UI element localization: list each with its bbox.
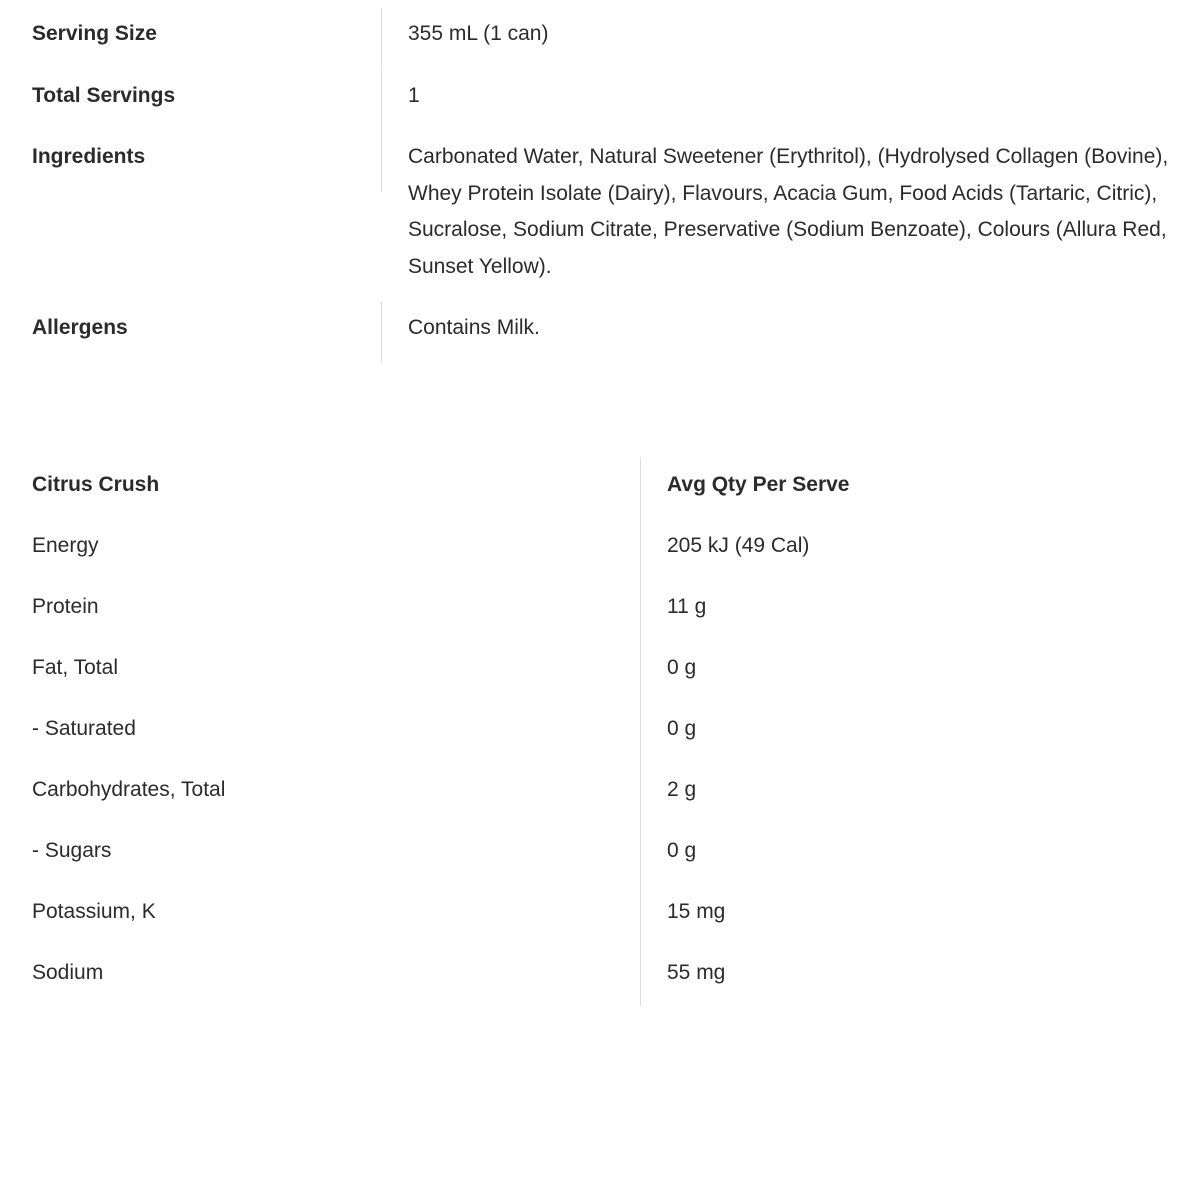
nutrient-name: Carbohydrates, Total [32, 762, 641, 823]
nutrient-qty: 55 mg [667, 961, 726, 984]
nutrition-header-name: Citrus Crush [32, 457, 641, 518]
ingredients-label: Ingredients [32, 131, 382, 192]
total-servings-label: Total Servings [32, 70, 382, 131]
serving-size-label: Serving Size [32, 8, 382, 69]
table-row [32, 131, 1200, 302]
table-row [32, 945, 1200, 1006]
nutrient-qty: 205 kJ (49 Cal) [667, 534, 810, 557]
ingredients-value: Carbonated Water, Natural Sweetener (Erythritol), (Hydrolysed Collagen (Bovine), Whey Protein Isolate (Dairy), Flavours, Acacia Gum, Food Acids (Tartaric, Citric), Sucralose, Sodium Citrate, Preservative (Sodium Benzoate), Colours (Allura Red, Sunset Yellow). [408, 145, 1169, 278]
nutrition-header-row [32, 457, 1200, 518]
serving-size-value: 355 mL (1 can) [408, 22, 549, 45]
total-servings-value: 1 [408, 83, 420, 107]
nutrient-qty: 15 mg [667, 900, 726, 923]
table-row [32, 579, 1200, 640]
nutrient-qty: 0 g [667, 656, 697, 679]
nutrient-qty: 0 g [667, 839, 697, 862]
table-row [32, 518, 1200, 579]
table-row [32, 884, 1200, 945]
allergens-label: Allergens [32, 302, 382, 363]
table-row [32, 701, 1200, 762]
table-row [32, 8, 1200, 70]
table-row [32, 70, 1200, 132]
nutrient-qty: 2 g [667, 778, 697, 801]
allergens-value: Contains Milk. [408, 316, 540, 339]
table-row [32, 302, 1200, 364]
nutrition-table [32, 457, 1200, 1006]
nutrient-name: Potassium, K [32, 884, 641, 945]
nutrient-qty: 0 g [667, 717, 697, 740]
nutrient-name: - Saturated [32, 701, 641, 762]
table-row [32, 823, 1200, 884]
nutrient-name: Protein [32, 579, 641, 640]
nutrition-header-qty: Avg Qty Per Serve [667, 473, 850, 496]
nutrient-name: Energy [32, 518, 641, 579]
nutrient-qty: 11 g [667, 595, 707, 618]
table-row [32, 640, 1200, 701]
nutrient-name: Sodium [32, 945, 641, 1006]
nutrient-name: - Sugars [32, 823, 641, 884]
table-row [32, 762, 1200, 823]
product-info-table [32, 8, 1200, 364]
nutrient-name: Fat, Total [32, 640, 641, 701]
